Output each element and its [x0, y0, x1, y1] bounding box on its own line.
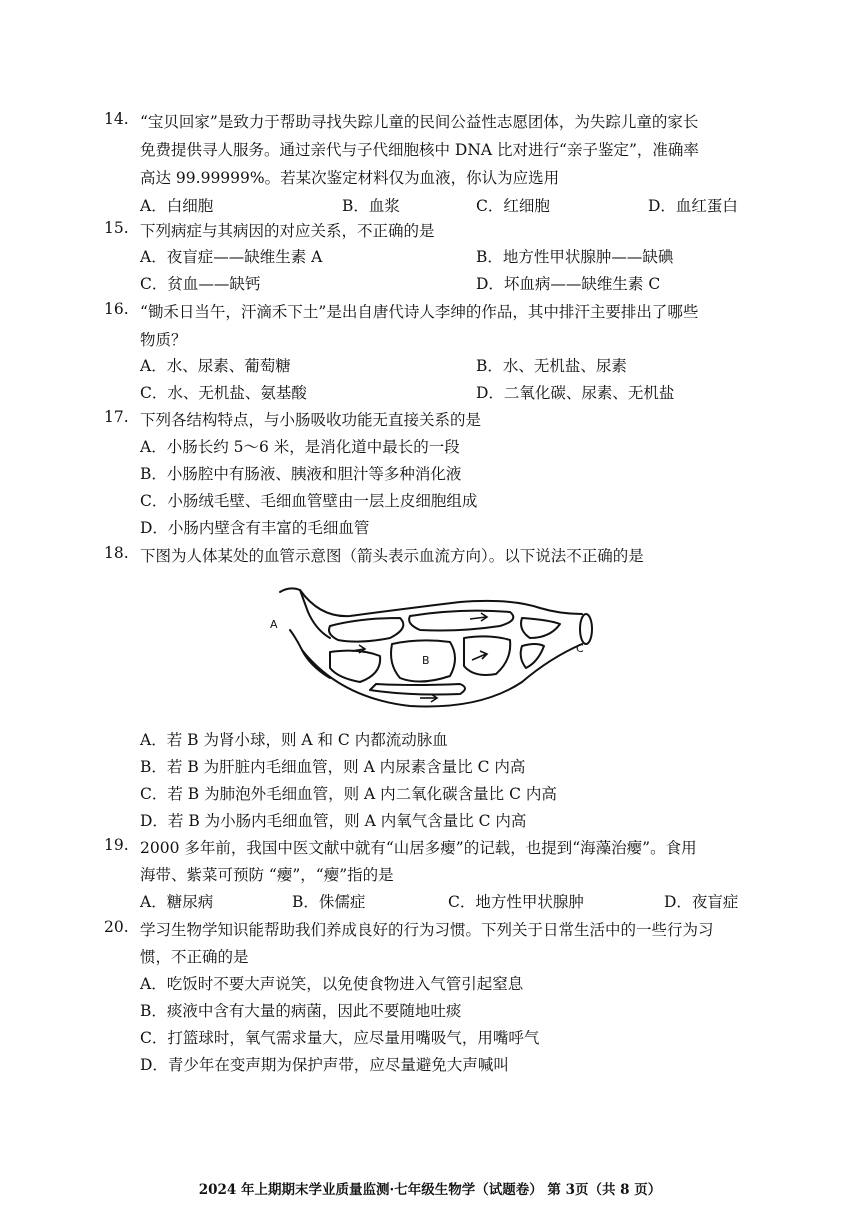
option-c: C．小肠绒毛壁、毛细血管壁由一层上皮细胞组成 [140, 492, 478, 510]
question-text-line: 学习生物学知识能帮助我们养成良好的行为习惯。下列关于日常生活中的一些行为习 [140, 921, 714, 939]
option-c: C．打篮球时，氧气需求量大，应尽量用嘴吸气，用嘴呼气 [140, 1029, 540, 1047]
option-b: B．侏儒症 [292, 893, 366, 911]
question-number: 17. [104, 408, 129, 426]
question-number: 20. [104, 918, 129, 936]
question-text-line: 下列各结构特点，与小肠吸收功能无直接关系的是 [140, 411, 482, 429]
option-d: D．坏血病——缺维生素 C [476, 275, 661, 293]
option-b: B．水、无机盐、尿素 [476, 357, 627, 375]
option-c: C．红细胞 [476, 197, 550, 215]
option-d: D．夜盲症 [664, 893, 739, 911]
label-a: A [270, 618, 278, 631]
option-d: D．若 B 为小肠内毛细血管，则 A 内氧气含量比 C 内高 [140, 812, 527, 830]
option-a: A．吃饭时不要大声说笑，以免使食物进入气管引起窒息 [140, 975, 524, 993]
question-text-line: 2000 多年前，我国中医文献中就有“山居多瘿”的记载，也提到“海藻治瘿”。食用 [140, 839, 697, 857]
question-text-line: 下列病症与其病因的对应关系，不正确的是 [140, 222, 435, 240]
option-c: C．若 B 为肺泡外毛细血管，则 A 内二氧化碳含量比 C 内高 [140, 785, 557, 803]
question-number: 18. [104, 544, 129, 562]
question-text-line: “锄禾日当午，汗滴禾下土”是出自唐代诗人李绅的作品，其中排汗主要排出了哪些 [140, 303, 699, 321]
question-text-line: 物质？ [140, 331, 187, 349]
question-text-line: 海带、紫菜可预防 “瘿”，“瘿”指的是 [140, 866, 394, 884]
question-text-line: 惯，不正确的是 [140, 948, 249, 966]
label-c: C [576, 642, 584, 655]
question-text-line: 高达 99.99999%。若某次鉴定材料仅为血液，你认为应选用 [140, 169, 560, 187]
question-number: 16. [104, 300, 129, 318]
question-number: 19. [104, 836, 129, 854]
option-a: A．若 B 为肾小球，则 A 和 C 内都流动脉血 [140, 731, 448, 749]
option-a: A．糖尿病 [140, 893, 214, 911]
option-c: C．贫血——缺钙 [140, 275, 261, 293]
question-text-line: 下图为人体某处的血管示意图（箭头表示血流方向）。以下说法不正确的是 [140, 547, 644, 565]
question-number: 14. [104, 110, 129, 128]
option-d: D．二氧化碳、尿素、无机盐 [476, 384, 675, 402]
blood-vessel-diagram [260, 578, 605, 718]
option-a: A．夜盲症——缺维生素 A [140, 248, 323, 266]
question-text-line: 免费提供寻人服务。通过亲代与子代细胞核中 DNA 比对进行“亲子鉴定”，准确率 [140, 141, 699, 159]
option-d: D．青少年在变声期为保护声带，应尽量避免大声喊叫 [140, 1056, 509, 1074]
option-d: D．血红蛋白 [648, 197, 738, 215]
question-number: 15. [104, 219, 129, 237]
option-a: A．水、尿素、葡萄糖 [140, 357, 291, 375]
option-b: B．血浆 [342, 197, 400, 215]
option-b: B．地方性甲状腺肿——缺碘 [476, 248, 674, 266]
option-d: D．小肠内壁含有丰富的毛细血管 [140, 519, 370, 537]
label-b: B [422, 654, 430, 667]
option-a: A．小肠长约 5～6 米，是消化道中最长的一段 [140, 438, 460, 456]
option-c: C．地方性甲状腺肿 [448, 893, 584, 911]
option-a: A．白细胞 [140, 197, 214, 215]
option-b: B．痰液中含有大量的病菌，因此不要随地吐痰 [140, 1002, 462, 1020]
option-b: B．小肠腔中有肠液、胰液和胆汁等多种消化液 [140, 465, 462, 483]
page-footer: 2024 年上期期末学业质量监测·七年级生物学（试题卷） 第 3页（共 8 页） [198, 1182, 662, 1198]
question-text-line: “宝贝回家”是致力于帮助寻找失踪儿童的民间公益性志愿团体，为失踪儿童的家长 [140, 113, 699, 131]
option-c: C．水、无机盐、氨基酸 [140, 384, 307, 402]
option-b: B．若 B 为肝脏内毛细血管，则 A 内尿素含量比 C 内高 [140, 758, 526, 776]
